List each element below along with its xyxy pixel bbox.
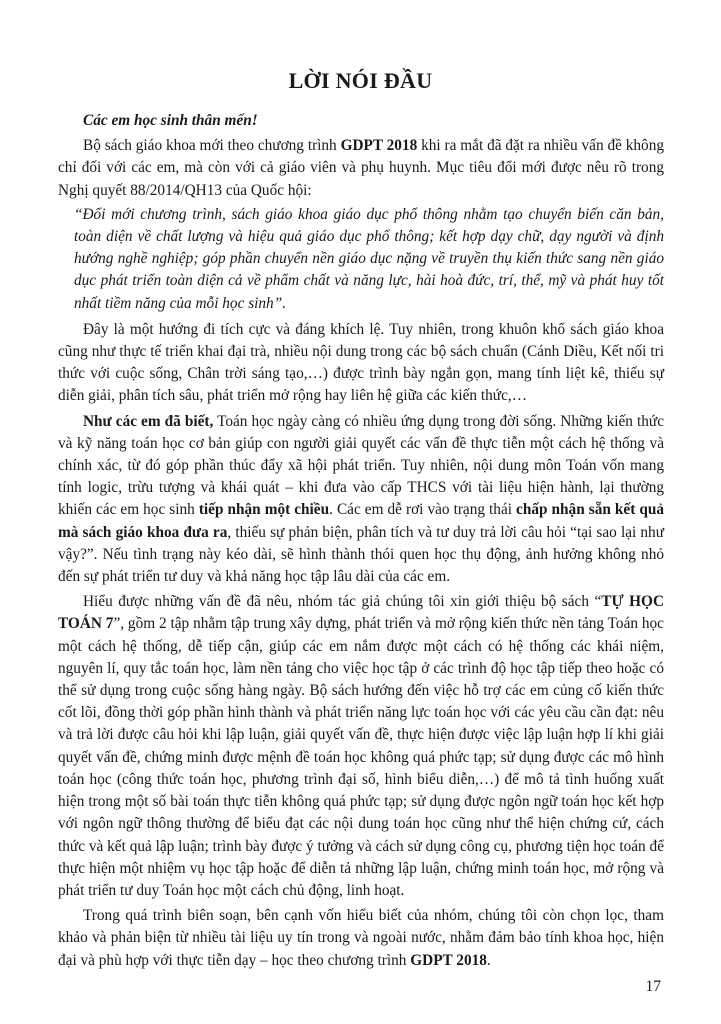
bold-text: Như các em đã biết, [83, 412, 214, 430]
bold-text: tiếp nhận một chiều [198, 501, 330, 519]
paragraph-4 [58, 591, 664, 902]
text-run: Toán học ngày càng có nhiều ứng dụng trong đời sống. Những kiến thức và kỹ năng toán học cơ bản giúp con người giải quyết các vấn đề thực tiễn một cách hệ thống và chính xác, từ đó góp phần thúc đẩy xã hội phát triển. Tuy nhiên, nội dung môn Toán vốn mang tính logic, trừu tượng và khái quát – khi đưa vào cấp THCS với tài liệu hiện hành, lại thường khiến các em học sinh [58, 412, 664, 519]
text-run: Bộ sách giáo khoa mới theo chương trình [83, 137, 341, 155]
bold-text: TỰ HỌC TOÁN 7 [58, 593, 664, 633]
greeting: Các em học sinh thân mến! [83, 112, 258, 129]
page-title: LỜI NÓI ĐẦU [288, 68, 433, 93]
bold-text: GDPT 2018 [340, 137, 418, 155]
paragraph-5 [58, 905, 664, 972]
text-run: , thiếu sự phản biện, phân tích và tư duy trả lời câu hỏi “tại sao lại như vậy?”. Nếu tình trạng này kéo dài, sẽ hình thành thói quen học thụ động, ảnh hưởng không nhỏ đến sự phát triển tư duy và khả năng học tập lâu dài của các em. [58, 523, 664, 586]
text-run: khi ra mắt đã đặt ra nhiều vấn đề không chỉ đối với các em, mà còn với cả giáo viên và phụ huynh. Mục tiêu đổi mới được nêu rõ trong Nghị quyết 88/2014/QH13 của Quốc hội: [58, 137, 664, 199]
text-run: Hiểu được những vấn đề đã nêu, nhóm tác giả chúng tôi xin giới thiệu bộ sách “ [83, 593, 602, 611]
paragraph-1 [58, 135, 664, 202]
page-number: 17 [645, 978, 661, 995]
paragraph-3 [58, 411, 664, 589]
page-content [58, 110, 664, 972]
paragraph-2: Đây là một hướng đi tích cực và đáng khích lệ. Tuy nhiên, trong khuôn khổ sách giáo khoa cũng như thực tế triển khai đại trà, nhiều nội dung trong các bộ sách chuẩn (Cánh Diều, Kết nối tri thức với cuộc sống, Chân trời sáng tạo,…) được trình bày ngắn gọn, mang tính liệt kê, thiếu sự diễn giải, phân tích sâu, phát triển mở rộng hay liên hệ giữa các kiến thức,… [58, 320, 664, 405]
text-run: ”, gồm 2 tập nhằm tập trung xây dựng, phát triển và mở rộng kiến thức nền tảng Toán học một cách hệ thống, dễ tiếp cận, giúp các em nắm được một cách có hệ thống các khái niệm, nguyên lí, quy tắc toán học, làm nền tảng cho việc học tập ở các trình độ học tập tiếp theo hoặc có thể sử dụng trong cuộc sống hàng ngày. Bộ sách hướng đến việc hỗ trợ các em củng cố kiến thức cốt lõi, đồng thời góp phần hình thành và phát triển năng lực toán học với các yêu cầu cần đạt: nêu và trả lời được câu hỏi khi lập luận, giải quyết vấn đề, thực hiện được việc lập luận hợp lí khi giải quyết vấn đề, chứng minh được mệnh đề toán học không quá phức tạp; sử dụng được các mô hình toán học (công thức toán học, phương trình đại số, hình biểu diễn,…) để mô tả tình huống xuất hiện trong một số bài toán thực tiễn không quá phức tạp; sử dụng được ngôn ngữ toán học kết hợp với ngôn ngữ thông thường để biểu đạt các nội dung toán học cũng như thể hiện chứng cứ, cách thức và kết quả lập luận; trình bày được ý tưởng và cách sử dụng công cụ, phương tiện học toán để thực hiện một nhiệm vụ học tập hoặc để diễn tả những lập luận, chứng minh toán học, mở rộng và phát triển tư duy Toán học một cách chủ động, linh hoạt. [58, 615, 664, 899]
quote-block: “Đổi mới chương trình, sách giáo khoa giáo dục phổ thông nhằm tạo chuyển biến căn bản, toàn diện về chất lượng và hiệu quả giáo dục phổ thông; kết hợp dạy chữ, dạy người và định hướng nghề nghiệp; góp phần chuyển nền giáo dục nặng về truyền thụ kiến thức sang nền giáo dục phát triển toàn diện cả về phẩm chất và năng lực, hài hoà đức, trí, thể, mỹ và phát huy tốt nhất tiềm năng của mỗi học sinh”. [74, 205, 664, 312]
text-run: . [486, 951, 491, 969]
text-run: Trong quá trình biên soạn, bên cạnh vốn hiểu biết của nhóm, chúng tôi còn chọn lọc, tham khảo và phản biện từ nhiều tài liệu uy tín trong và ngoài nước, nhằm đảm bảo tính khoa học, hiện đại và phù hợp với thực tiễn dạy – học theo chương trình [58, 907, 664, 969]
bold-text: chấp nhận sẵn kết quả mà sách giáo khoa đưa ra [58, 501, 664, 541]
text-run: . Các em dễ rơi vào trạng thái [329, 501, 517, 519]
bold-text: GDPT 2018 [410, 951, 487, 969]
